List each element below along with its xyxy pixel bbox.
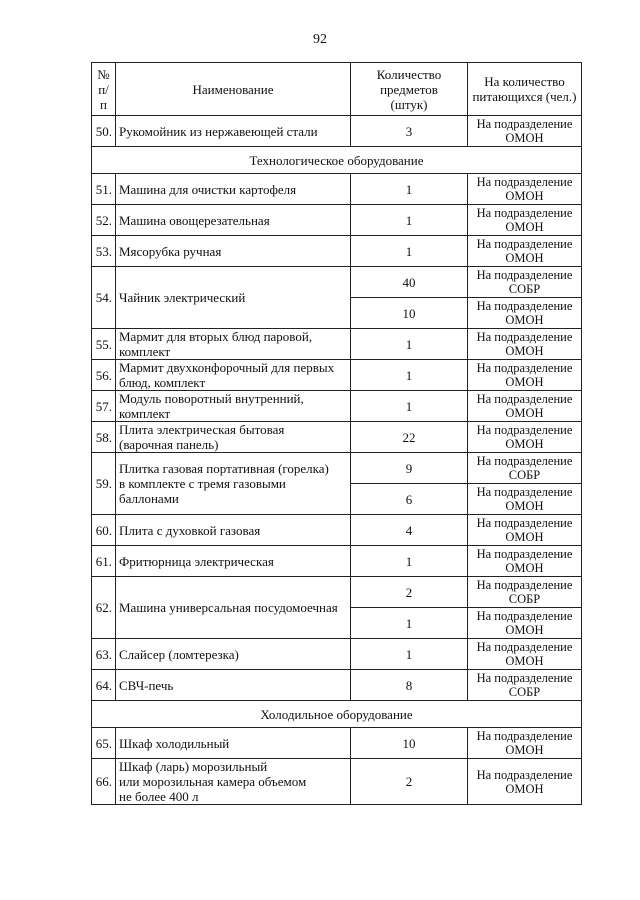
item-quantity: 1 [351, 205, 468, 236]
table-row [92, 205, 582, 236]
header-quantity [351, 63, 468, 116]
item-name: Рукомойник из нержавеющей стали [116, 116, 351, 147]
table-row [92, 236, 582, 267]
item-name: Шкаф (ларь) морозильный или морозильная камера объемом не более 400 л [116, 759, 351, 805]
row-number: 52. [92, 205, 116, 236]
item-name: Фритюрница электрическая [116, 546, 351, 577]
item-consumers: На подразделение ОМОН [468, 329, 582, 360]
row-number: 65. [92, 728, 116, 759]
section-row [92, 147, 582, 174]
table-header-row [92, 63, 582, 116]
row-number: 53. [92, 236, 116, 267]
item-consumers: На подразделение СОБР [468, 577, 582, 608]
item-quantity: 22 [351, 422, 468, 453]
item-quantity: 1 [351, 360, 468, 391]
row-number: 54. [92, 267, 116, 329]
item-quantity: 8 [351, 670, 468, 701]
page-number: 92 [313, 32, 327, 47]
item-consumers: На подразделение ОМОН [468, 515, 582, 546]
item-consumers: На подразделение ОМОН [468, 391, 582, 422]
table-row [92, 391, 582, 422]
item-consumers: На подразделение ОМОН [468, 360, 582, 391]
item-quantity: 40 [351, 267, 468, 298]
item-name: Чайник электрический [116, 267, 351, 329]
item-name: Машина универсальная посудомоечная [116, 577, 351, 639]
item-consumers: На подразделение ОМОН [468, 422, 582, 453]
table-row [92, 577, 582, 608]
item-consumers: На подразделение ОМОН [468, 484, 582, 515]
table-row [92, 453, 582, 484]
item-consumers: На подразделение ОМОН [468, 728, 582, 759]
item-quantity: 1 [351, 639, 468, 670]
item-quantity: 6 [351, 484, 468, 515]
row-number: 66. [92, 759, 116, 805]
item-consumers: На подразделение СОБР [468, 670, 582, 701]
row-number: 55. [92, 329, 116, 360]
row-number: 64. [92, 670, 116, 701]
table-row [92, 639, 582, 670]
item-quantity: 2 [351, 577, 468, 608]
item-quantity: 1 [351, 546, 468, 577]
item-name: Машина овощерезательная [116, 205, 351, 236]
section-title: Технологическое оборудование [92, 147, 582, 174]
row-number: 61. [92, 546, 116, 577]
table-row [92, 329, 582, 360]
table-row [92, 728, 582, 759]
item-consumers: На подразделение ОМОН [468, 298, 582, 329]
item-quantity: 3 [351, 116, 468, 147]
item-name: Мармит для вторых блюд паровой, комплект [116, 329, 351, 360]
header-consumers-text: На количество питающихся (чел.) [472, 74, 577, 104]
table-row [92, 174, 582, 205]
row-number: 50. [92, 116, 116, 147]
header-number-text: № п/п [97, 66, 110, 112]
item-name: Плитка газовая портативная (горелка) в комплекте с тремя газовыми баллонами [116, 453, 351, 515]
header-name-text: Наименование [192, 81, 274, 97]
row-number: 51. [92, 174, 116, 205]
item-consumers: На подразделение ОМОН [468, 116, 582, 147]
item-name: Плита электрическая бытовая (варочная панель) [116, 422, 351, 453]
item-quantity: 1 [351, 391, 468, 422]
table-row [92, 422, 582, 453]
table-row [92, 515, 582, 546]
item-quantity: 1 [351, 174, 468, 205]
header-consumers [468, 63, 582, 116]
item-quantity: 10 [351, 728, 468, 759]
item-consumers: На подразделение ОМОН [468, 546, 582, 577]
section-row [92, 701, 582, 728]
item-consumers: На подразделение ОМОН [468, 236, 582, 267]
table-row [92, 360, 582, 391]
table-row [92, 546, 582, 577]
item-name: Мармит двухконфорочный для первых блюд, комплект [116, 360, 351, 391]
row-number: 60. [92, 515, 116, 546]
header-name [116, 63, 351, 116]
table-body [92, 116, 582, 805]
item-quantity: 4 [351, 515, 468, 546]
item-consumers: На подразделение ОМОН [468, 608, 582, 639]
item-name: Шкаф холодильный [116, 728, 351, 759]
row-number: 63. [92, 639, 116, 670]
row-number: 57. [92, 391, 116, 422]
item-consumers: На подразделение СОБР [468, 267, 582, 298]
equipment-table [91, 62, 582, 805]
row-number: 58. [92, 422, 116, 453]
section-title: Холодильное оборудование [92, 701, 582, 728]
item-name: Слайсер (ломтерезка) [116, 639, 351, 670]
item-consumers: На подразделение СОБР [468, 453, 582, 484]
table-row [92, 759, 582, 805]
item-name: Мясорубка ручная [116, 236, 351, 267]
item-name: СВЧ-печь [116, 670, 351, 701]
item-quantity: 1 [351, 236, 468, 267]
table-row [92, 267, 582, 298]
header-quantity-text: Количество предметов (штук) [376, 66, 442, 112]
item-quantity: 1 [351, 608, 468, 639]
item-quantity: 1 [351, 329, 468, 360]
item-consumers: На подразделение ОМОН [468, 205, 582, 236]
item-consumers: На подразделение ОМОН [468, 759, 582, 805]
header-number [92, 63, 116, 116]
item-consumers: На подразделение ОМОН [468, 174, 582, 205]
row-number: 62. [92, 577, 116, 639]
table-row [92, 116, 582, 147]
row-number: 56. [92, 360, 116, 391]
item-name: Модуль поворотный внутренний, комплект [116, 391, 351, 422]
item-quantity: 2 [351, 759, 468, 805]
item-name: Машина для очистки картофеля [116, 174, 351, 205]
item-quantity: 9 [351, 453, 468, 484]
item-quantity: 10 [351, 298, 468, 329]
item-consumers: На подразделение ОМОН [468, 639, 582, 670]
item-name: Плита с духовкой газовая [116, 515, 351, 546]
row-number: 59. [92, 453, 116, 515]
table-row [92, 670, 582, 701]
